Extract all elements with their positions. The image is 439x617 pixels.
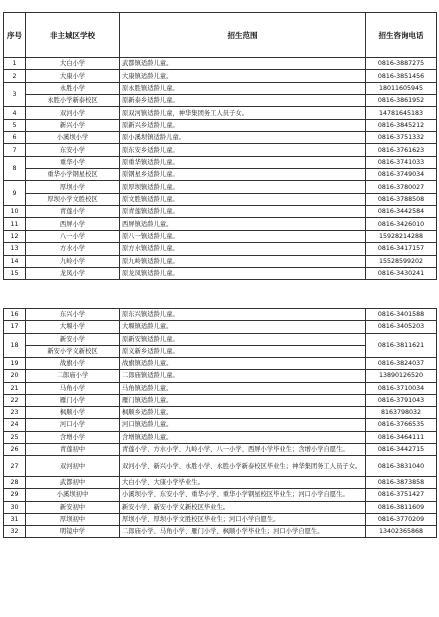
admission-scope: 含增镇适龄儿童。 (120, 431, 366, 443)
row-number: 9 (4, 181, 26, 206)
school-name: 东安小学 (26, 144, 120, 156)
table-row (4, 309, 437, 321)
school-name: 小溪坝初中 (26, 489, 120, 501)
school-name: 新安小学 (26, 333, 120, 345)
table-row (4, 206, 437, 218)
row-number: 10 (4, 206, 26, 218)
school-name: 东兴小学 (26, 309, 120, 321)
table-row (4, 370, 437, 382)
school-name: 小溪坝小学 (26, 132, 120, 144)
school-name: 厚坝初中 (26, 513, 120, 525)
school-name: 双河小学 (26, 107, 120, 119)
row-number: 27 (4, 456, 26, 477)
consult-phone: 0816-3464111 (366, 431, 437, 443)
school-name: 永胜小学新泰校区 (26, 95, 120, 107)
consult-phone: 0816-3426010 (366, 218, 437, 230)
admission-scope: 武都镇适龄儿童。 (120, 58, 366, 70)
consult-phone: 15528599202 (366, 255, 437, 267)
table-row (4, 358, 437, 370)
row-number: 23 (4, 407, 26, 419)
table-row (4, 321, 437, 333)
school-name: 雁门小学 (26, 394, 120, 406)
school-name: 重华小学钢星校区 (26, 169, 120, 181)
admission-scope: 原东兴镇适龄儿童。 (120, 309, 366, 321)
consult-phone: 0816-3873858 (366, 477, 437, 489)
table-row (4, 169, 437, 181)
admission-scope: 原东安乡适龄儿童。 (120, 144, 366, 156)
consult-phone: 0816-3417157 (366, 243, 437, 255)
table-row (4, 156, 437, 168)
consult-phone: 0816-3780027 (366, 181, 437, 193)
table-row (4, 95, 437, 107)
admission-scope: 原重华镇适龄儿童。 (120, 156, 366, 168)
admission-table-part1 (3, 12, 437, 280)
school-name: 九岭小学 (26, 255, 120, 267)
table-row (4, 82, 437, 94)
row-number: 32 (4, 526, 26, 538)
school-name: 战旗小学 (26, 358, 120, 370)
admission-scope: 原义新乡适龄儿童。 (120, 345, 366, 357)
consult-phone: 0816-3811609 (366, 501, 437, 513)
school-name: 河口小学 (26, 419, 120, 431)
school-name: 八一小学 (26, 230, 120, 242)
header-no: 序号 (4, 13, 26, 58)
admission-scope: 马角镇适龄儿童。 (120, 382, 366, 394)
consult-phone: 0816-3811621 (366, 333, 437, 358)
row-number: 4 (4, 107, 26, 119)
admission-scope: 二郎庙镇适龄儿童。 (120, 370, 366, 382)
row-number: 24 (4, 419, 26, 431)
consult-phone: 0816-3401588 (366, 309, 437, 321)
table-row (4, 477, 437, 489)
admission-scope: 二郎庙小学、马角小学、雁门小学、枫顺小学毕业生；河口小学自愿生。 (120, 526, 366, 538)
row-number: 29 (4, 489, 26, 501)
admission-scope: 厚坝小学、厚坝小学文胜校区毕业生；河口小学自愿生。 (120, 513, 366, 525)
consult-phone: 0816-3861952 (366, 95, 437, 107)
admission-scope: 河口镇适龄儿童。 (120, 419, 366, 431)
admission-scope: 原九岭镇适龄儿童。 (120, 255, 366, 267)
admission-scope: 原八一镇适龄儿童。 (120, 230, 366, 242)
school-name: 永胜小学 (26, 82, 120, 94)
consult-phone: 0816-3788508 (366, 193, 437, 205)
school-name: 方水小学 (26, 243, 120, 255)
school-name: 厚坝小学文胜校区 (26, 193, 120, 205)
table-row (4, 526, 437, 538)
school-name: 二郎庙小学 (26, 370, 120, 382)
consult-phone: 0816-3851456 (366, 70, 437, 82)
consult-phone: 0816-3442584 (366, 206, 437, 218)
school-name: 重华小学 (26, 156, 120, 168)
admission-table-part2 (3, 308, 437, 538)
consult-phone: 0816-3751427 (366, 489, 437, 501)
row-number: 5 (4, 119, 26, 131)
admission-scope: 原方水镇适龄儿童。 (120, 243, 366, 255)
school-name: 厚坝小学 (26, 181, 120, 193)
consult-phone: 0816-3761623 (366, 144, 437, 156)
table-row (4, 419, 437, 431)
consult-phone: 0816-3751332 (366, 132, 437, 144)
admission-scope: 青莲小学、方水小学、九岭小学、八一小学、西屏小学毕业生；含增小学自愿生。 (120, 443, 366, 455)
row-number: 28 (4, 477, 26, 489)
consult-phone: 0816-3770209 (366, 513, 437, 525)
admission-scope: 双河小学、新兴小学、永胜小学、永胜小学新泰校区毕业生；神华集团务工人员子女。 (120, 456, 366, 477)
row-number: 31 (4, 513, 26, 525)
table-row (4, 107, 437, 119)
admission-scope: 原双河镇适龄儿童，神华集团务工人员子女。 (120, 107, 366, 119)
school-name: 大白小学 (26, 58, 120, 70)
school-name: 武都初中 (26, 477, 120, 489)
table-row (4, 431, 437, 443)
table-header-row (4, 13, 437, 58)
consult-phone: 0816-3442715 (366, 443, 437, 455)
admission-scope: 枫顺乡适龄儿童。 (120, 407, 366, 419)
table-row (4, 230, 437, 242)
admission-scope: 原小溪坝镇适龄儿童。 (120, 132, 366, 144)
admission-scope: 战旗镇适龄儿童。 (120, 358, 366, 370)
table-row (4, 407, 437, 419)
consult-phone: 0816-3749034 (366, 169, 437, 181)
consult-phone: 0816-3791043 (366, 394, 437, 406)
header-scope: 招生范围 (120, 13, 366, 58)
consult-phone: 0816-3824037 (366, 358, 437, 370)
admission-scope: 西屏镇适龄儿童。 (120, 218, 366, 230)
admission-scope: 原龙凤镇适龄儿童。 (120, 267, 366, 279)
consult-phone: 8163798032 (366, 407, 437, 419)
consult-phone: 0816-3710034 (366, 382, 437, 394)
consult-phone: 0816-3831040 (366, 456, 437, 477)
consult-phone: 0816-3741033 (366, 156, 437, 168)
consult-phone: 14781645183 (366, 107, 437, 119)
admission-scope: 大白小学、大康小学毕业生。 (120, 477, 366, 489)
table-row (4, 58, 437, 70)
table-row (4, 144, 437, 156)
admission-scope: 雁门镇适龄儿童。 (120, 394, 366, 406)
row-number: 14 (4, 255, 26, 267)
school-name: 双河初中 (26, 456, 120, 477)
row-number: 1 (4, 58, 26, 70)
table-row (4, 456, 437, 477)
admission-scope: 原新兴乡适龄儿童。 (120, 119, 366, 131)
table-row (4, 501, 437, 513)
table-row (4, 218, 437, 230)
consult-phone: 18011605945 (366, 82, 437, 94)
admission-scope: 原永胜镇适龄儿童。 (120, 82, 366, 94)
row-number: 17 (4, 321, 26, 333)
row-number: 25 (4, 431, 26, 443)
table-row (4, 513, 437, 525)
row-number: 13 (4, 243, 26, 255)
row-number: 18 (4, 333, 26, 358)
school-name: 新安小学义新校区 (26, 345, 120, 357)
school-name: 大康小学 (26, 70, 120, 82)
admission-scope: 原钢星乡适龄儿童。 (120, 169, 366, 181)
row-number: 21 (4, 382, 26, 394)
row-number: 16 (4, 309, 26, 321)
row-number: 26 (4, 443, 26, 455)
admission-scope: 原新安镇适龄儿童。 (120, 333, 366, 345)
school-name: 青莲小学 (26, 206, 120, 218)
consult-phone: 15928214288 (366, 230, 437, 242)
school-name: 新安初中 (26, 501, 120, 513)
admission-scope: 大康镇适龄儿童。 (120, 70, 366, 82)
consult-phone: 0816-3430241 (366, 267, 437, 279)
row-number: 3 (4, 82, 26, 107)
table-row (4, 489, 437, 501)
school-name: 含增小学 (26, 431, 120, 443)
row-number: 11 (4, 218, 26, 230)
admission-scope: 大堰镇适龄儿童。 (120, 321, 366, 333)
school-name: 西屏小学 (26, 218, 120, 230)
admission-scope: 原青莲镇适龄儿童。 (120, 206, 366, 218)
school-name: 青莲初中 (26, 443, 120, 455)
school-name: 新兴小学 (26, 119, 120, 131)
table-row (4, 193, 437, 205)
row-number: 7 (4, 144, 26, 156)
table-row (4, 132, 437, 144)
table-body-part1 (4, 58, 437, 280)
row-number: 30 (4, 501, 26, 513)
table-row (4, 243, 437, 255)
header-phone: 招生咨询电话 (366, 13, 437, 58)
admission-scope: 新安小学、新安小学义新校区毕业生。 (120, 501, 366, 513)
row-number: 20 (4, 370, 26, 382)
header-school: 非主城区学校 (26, 13, 120, 58)
consult-phone: 13402365868 (366, 526, 437, 538)
admission-scope: 小溪坝小学、东安小学、重华小学、重华小学钢星校区毕业生；河口小学自愿生。 (120, 489, 366, 501)
school-name: 明镜中学 (26, 526, 120, 538)
school-name: 龙凤小学 (26, 267, 120, 279)
school-name: 马角小学 (26, 382, 120, 394)
consult-phone: 13890126520 (366, 370, 437, 382)
row-number: 6 (4, 132, 26, 144)
row-number: 19 (4, 358, 26, 370)
table-row (4, 255, 437, 267)
admission-scope: 原新泰乡适龄儿童。 (120, 95, 366, 107)
row-number: 15 (4, 267, 26, 279)
admission-scope: 原文胜镇适龄儿童。 (120, 193, 366, 205)
consult-phone: 0816-3405203 (366, 321, 437, 333)
row-number: 2 (4, 70, 26, 82)
table-row (4, 267, 437, 279)
admission-scope: 原厚坝镇适龄儿童。 (120, 181, 366, 193)
table-row (4, 333, 437, 345)
row-number: 22 (4, 394, 26, 406)
table-row (4, 70, 437, 82)
consult-phone: 0816-3887275 (366, 58, 437, 70)
table-row (4, 119, 437, 131)
table-row (4, 394, 437, 406)
table-body-part2 (4, 309, 437, 538)
table-row (4, 181, 437, 193)
table-row (4, 443, 437, 455)
row-number: 12 (4, 230, 26, 242)
row-number: 8 (4, 156, 26, 181)
school-name: 枫顺小学 (26, 407, 120, 419)
table-row (4, 382, 437, 394)
consult-phone: 0816-3766535 (366, 419, 437, 431)
consult-phone: 0816-3845212 (366, 119, 437, 131)
school-name: 大堰小学 (26, 321, 120, 333)
